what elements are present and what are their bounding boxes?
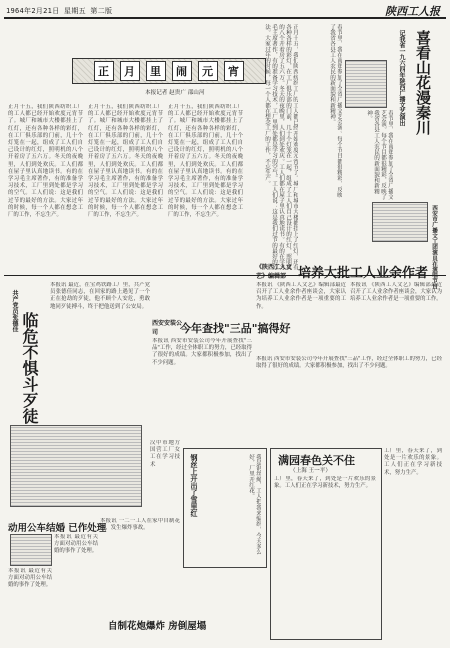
center-article-body: 本报讯 西安市安装公司今年开展查找"三品"工作，经过全体职工的努力，已经取得了很好的成绩。大家都积极参加，找出了不少问题。 bbox=[152, 338, 252, 366]
top-article-banner bbox=[72, 58, 266, 84]
spring-box-title: 满园春色关不住 bbox=[278, 454, 355, 467]
factory-photo bbox=[10, 425, 142, 507]
photo-caption: 汉中市地方国营工厂女工在学习技术 bbox=[150, 440, 180, 468]
bottom-mid-body: 本报讯 一二一工人在家中自制花炮，发生爆炸事故。 bbox=[100, 518, 180, 532]
top-title-char: 月 bbox=[120, 61, 140, 81]
masthead-paper-name: 陕西工人报 bbox=[385, 5, 440, 18]
bottom-left-photo bbox=[10, 534, 52, 566]
mid-article-label: 《陕西工人文艺》编辑部 bbox=[256, 264, 293, 280]
masthead-date-line: 1964年2月21日 星期五 第二版 bbox=[6, 7, 113, 15]
spring-side-column: 工厂里，春天来了，到处是一片欢乐的景象。工人们正在学习新技术，努力生产。 bbox=[384, 448, 442, 476]
right-article-caption: 西安市广播文工团演员在演唱节目 bbox=[431, 205, 437, 289]
mid-article-title: 培养大批工人业余作者 bbox=[298, 266, 429, 281]
poem-title: 钢丝上开出了雪里红 bbox=[190, 454, 199, 517]
center-article-title: 今年查找"三品"搞得好 bbox=[180, 322, 291, 335]
spring-box-author: （上海 王一平） bbox=[290, 468, 331, 474]
right-article-photo bbox=[372, 202, 428, 242]
left-article-title: 临危不惧斗歹徒 bbox=[20, 312, 39, 424]
masthead-rule bbox=[4, 17, 446, 19]
top-article-body-col1: 正月十五，我们陕西纺织工厂的工人都已经开始欢度元宵节了。城厂和城市大楼都挂上了红灯，还有各种各样的彩灯，在工厂俱乐部的门前，几十个灯笼在一起，组成了工人们自己设计的红灯，照明机的八个开着房了五六万。冬天的夜晚里，人们到处欢庆。工人们都在屋子里认真地读书。有的在学习毛主席著作，有的准备学习技术，工厂里到处都是学习的空气。工人们说：这是我们过节的最好的方法。大家过年的时候，每一个人都在想念工厂的工作，不忘生产。 bbox=[8, 104, 83, 219]
mid-article-body-col1: 本报讯 《陕西工人文艺》编辑部最近召开了工人业余作者座谈会，大家认为培养工人业余作者是一项重要的工作。 bbox=[256, 282, 346, 310]
mid-article-body-col2: 本报讯 《陕西工人文艺》编辑部最近召开了工人业余作者座谈会，大家认为培养工人业余作者是一项重要的工作。 bbox=[350, 282, 442, 303]
right-article-body-col1: 春节里，我在南郑参加了全省广播文艺会演。每个节目都很精彩，反映了我省各县工人农民的新面貌和新精神。 bbox=[329, 24, 342, 198]
left-article-kicker: 共产党员张德佳 bbox=[11, 290, 18, 332]
top-article-body-col2: 正月十五，我们陕西纺织工厂的工人都已经开始欢度元宵节了。城厂和城市大楼都挂上了红灯，还有各种各样的彩灯，在工厂俱乐部的门前，几十个灯笼在一起，组成了工人们自己设计的红灯，照明机的八个开着房了五六万。冬天的夜晚里，人们到处欢庆。工人们都在屋子里认真地读书。有的在学习毛主席著作，有的准备学习技术，工厂里到处都是学习的空气。工人们说：这是我们过节的最好的方法。大家过年的时候，每一个人都在想念工厂的工作，不忘生产。 bbox=[88, 104, 163, 219]
top-title-char: 里 bbox=[146, 61, 166, 81]
top-article-vertical-text: 正月十五，我们陕西纺织工厂的工人都已经开始欢度元宵节了。城厂和城市大楼都挂上了红灯，还有各种各样的彩灯，在工厂俱乐部的门前，几十个灯笼在一起，组成了工人们自己设计的红灯，照明机的八个开着房了五六万。冬天的夜晚里，人们到处欢庆。工人们都在屋子里认真地读书。有的在学习毛主席著作，有的准备学习技术，工厂里到处都是学习的空气。工人们说：这是我们过节的最好的方法。大家过年的时候，每一个人都在想念工厂的工作，不忘生产。 bbox=[264, 24, 298, 271]
top-title-char: 元 bbox=[198, 61, 218, 81]
center-article-body-right: 本报讯 西安市安装公司今年开展查找"三品"工作，经过全体职工的努力，已经取得了很好的成绩。大家都积极参加，找出了不少问题。 bbox=[256, 356, 442, 370]
poem-body: 我是钢丝绳，工人把我来编织，今天多么好，厂里开红花。 bbox=[248, 454, 261, 555]
top-title-char: 闹 bbox=[172, 61, 192, 81]
top-title-char: 宵 bbox=[224, 61, 244, 81]
top-article-body-col3: 正月十五，我们陕西纺织工厂的工人都已经开始欢度元宵节了。城厂和城市大楼都挂上了红灯，还有各种各样的彩灯，在工厂俱乐部的门前，几十个灯笼在一起，组成了工人们自己设计的红灯，照明机的八个开着房了五六万。冬天的夜晚里，人们到处欢庆。工人们都在屋子里认真地读书。有的在学习毛主席著作，有的准备学习技术，工厂里到处都是学习的空气。工人们说：这是我们过节的最好的方法。大家过年的时候，每一个人都在想念工厂的工作，不忘生产。 bbox=[168, 104, 243, 219]
spring-box-body: 工厂里，春天来了，到处是一片欢乐的景象。工人们正在学习新技术，努力生产。 bbox=[274, 476, 376, 490]
right-article-body-col2: 春节里，我在南郑参加了全省广播文艺会演。每个节目都很精彩，反映了我省各县工人农民的新面貌和新精神。 bbox=[366, 110, 393, 200]
bottom-left-title: 动用公车结婚 已作处理 bbox=[8, 523, 107, 534]
bottom-left-body-col2: 本报讯 最近有关方面对动用公车结婚的事作了处理。 bbox=[8, 568, 52, 589]
top-title-char: 正 bbox=[94, 61, 114, 81]
bottom-left-body-col1: 本报讯 最近有关方面对动用公车结婚的事作了处理。 bbox=[54, 534, 98, 555]
center-article-kicker: 西安安装公司 bbox=[152, 320, 183, 336]
right-article-subtitle: 记我省一九六四年陕西广播文艺演出 bbox=[398, 30, 405, 126]
bottom-mid-title: 自制花炮爆炸 房倒屋塌 bbox=[108, 621, 207, 632]
left-article-body: 本报讯 最近，在宝鸡铁路工厂里，共产党员张德佳同志，在回家的路上遇见了一个正在抢劫的歹徒，他不顾个人安危，勇敢地同歹徒搏斗，终于把他送到了公安局。 bbox=[50, 282, 150, 310]
right-article-illustration bbox=[345, 60, 387, 108]
right-article-title: 喜看山花漫秦川 bbox=[414, 30, 432, 135]
top-article-byline: 本报记者 赵贵广 邵山河 bbox=[145, 90, 205, 96]
